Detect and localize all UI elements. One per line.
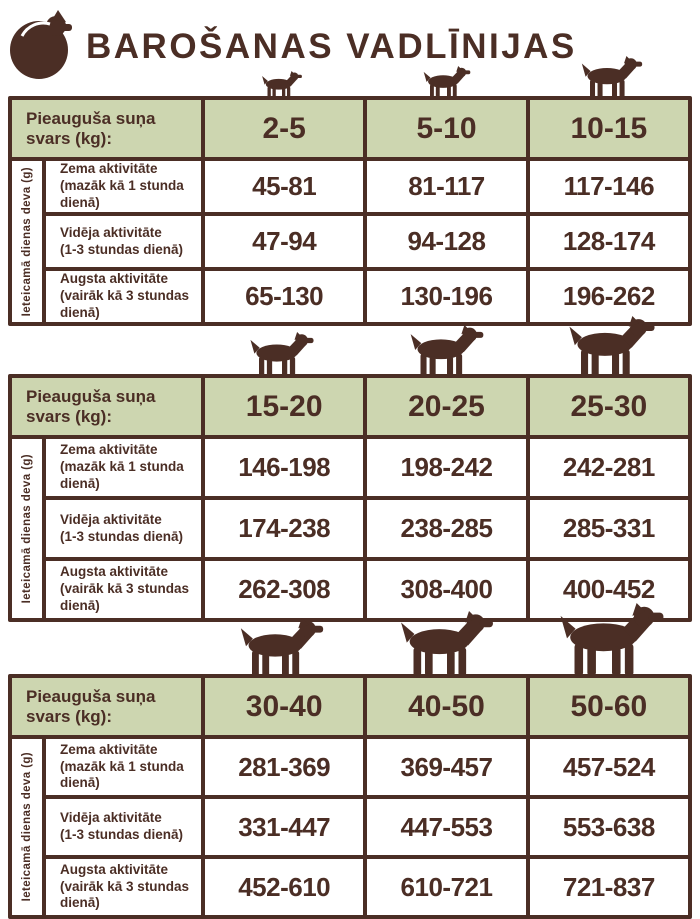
feeding-amount: 262-308	[205, 561, 363, 618]
feeding-amount: 238-285	[367, 500, 525, 557]
activity-row-label: Zema aktivitāte (mazāk kā 1 stunda dienā)	[46, 439, 201, 496]
boxer-icon	[408, 325, 486, 378]
weight-header-label: Pieauguša suņa svars (kg):	[12, 678, 201, 735]
feeding-amount: 117-146	[530, 161, 688, 212]
activity-row-label: Vidēja aktivitāte (1-3 stundas dienā)	[46, 799, 201, 855]
feeding-amount: 285-331	[530, 500, 688, 557]
weight-range: 25-30	[530, 378, 688, 435]
feeding-values-grid	[12, 739, 688, 915]
daily-amount-side-label: Ieteicamā dienas deva (g)	[12, 439, 42, 618]
feeding-amount: 331-447	[205, 799, 363, 855]
feeding-amount: 721-837	[530, 859, 688, 915]
activity-row-label: Augsta aktivitāte (vairāk kā 3 stundas dienā)	[46, 561, 201, 618]
feeding-amount: 553-638	[530, 799, 688, 855]
dachshund-icon	[421, 66, 473, 100]
feeding-amount: 196-262	[530, 271, 688, 322]
weight-header-row	[12, 678, 688, 735]
weight-range: 40-50	[367, 678, 525, 735]
weight-range: 20-25	[367, 378, 525, 435]
feeding-amount: 47-94	[205, 216, 363, 267]
weight-range: 5-10	[367, 100, 525, 157]
feeding-values-grid	[12, 161, 688, 322]
weight-range: 2-5	[205, 100, 363, 157]
feeding-values-grid	[12, 439, 688, 618]
feeding-amount: 128-174	[530, 216, 688, 267]
feeding-amount: 65-130	[205, 271, 363, 322]
weight-header-row	[12, 100, 688, 157]
feeding-table-small-dogs	[8, 96, 692, 326]
activity-row-label: Zema aktivitāte (mazāk kā 1 stunda dienā)	[46, 739, 201, 795]
weight-range: 50-60	[530, 678, 688, 735]
feeding-amount: 242-281	[530, 439, 688, 496]
weight-range: 30-40	[205, 678, 363, 735]
chihuahua-icon	[261, 71, 303, 100]
weight-header-label: Pieauguša suņa svars (kg):	[12, 100, 201, 157]
activity-row-label: Augsta aktivitāte (vairāk kā 3 stundas dienā)	[46, 271, 201, 322]
feeding-amount: 610-721	[367, 859, 525, 915]
activity-row-label: Zema aktivitāte (mazāk kā 1 stunda dienā)	[46, 161, 201, 212]
weight-range: 15-20	[205, 378, 363, 435]
airedale-icon	[238, 618, 326, 678]
feeding-amount: 400-452	[530, 561, 688, 618]
activity-row-label: Vidēja aktivitāte (1-3 stundas dienā)	[46, 500, 201, 557]
feeding-amount: 81-117	[367, 161, 525, 212]
feeding-amount: 94-128	[367, 216, 525, 267]
feeding-amount: 130-196	[367, 271, 525, 322]
feeding-amount: 369-457	[367, 739, 525, 795]
great-dane-icon	[556, 603, 668, 678]
feeding-table-medium-dogs	[8, 374, 692, 622]
daily-amount-side-label: Ieteicamā dienas deva (g)	[12, 161, 42, 322]
activity-row-label: Vidēja aktivitāte (1-3 stundas dienā)	[46, 216, 201, 267]
feeding-amount: 281-369	[205, 739, 363, 795]
feeding-amount: 457-524	[530, 739, 688, 795]
feeding-amount: 452-610	[205, 859, 363, 915]
feeding-amount: 174-238	[205, 500, 363, 557]
feeding-amount: 447-553	[367, 799, 525, 855]
beagle-icon	[579, 56, 645, 100]
weight-range: 10-15	[530, 100, 688, 157]
feeding-table-large-dogs	[8, 674, 692, 919]
feeding-amount: 198-242	[367, 439, 525, 496]
weight-header-row	[12, 378, 688, 435]
activity-row-label: Augsta aktivitāte (vairāk kā 3 stundas dienā)	[46, 859, 201, 915]
feeding-amount: 45-81	[205, 161, 363, 212]
feeding-amount: 308-400	[367, 561, 525, 618]
terrier-icon	[248, 332, 316, 378]
curled-dog-logo-icon	[8, 8, 74, 87]
feeding-amount: 146-198	[205, 439, 363, 496]
page-title: BAROŠANAS VADLĪNIJAS	[86, 27, 577, 66]
rottweiler-icon	[397, 611, 497, 678]
weight-header-label: Pieauguša suņa svars (kg):	[12, 378, 201, 435]
german-shepherd-icon	[566, 316, 658, 378]
daily-amount-side-label: Ieteicamā dienas deva (g)	[12, 739, 42, 915]
